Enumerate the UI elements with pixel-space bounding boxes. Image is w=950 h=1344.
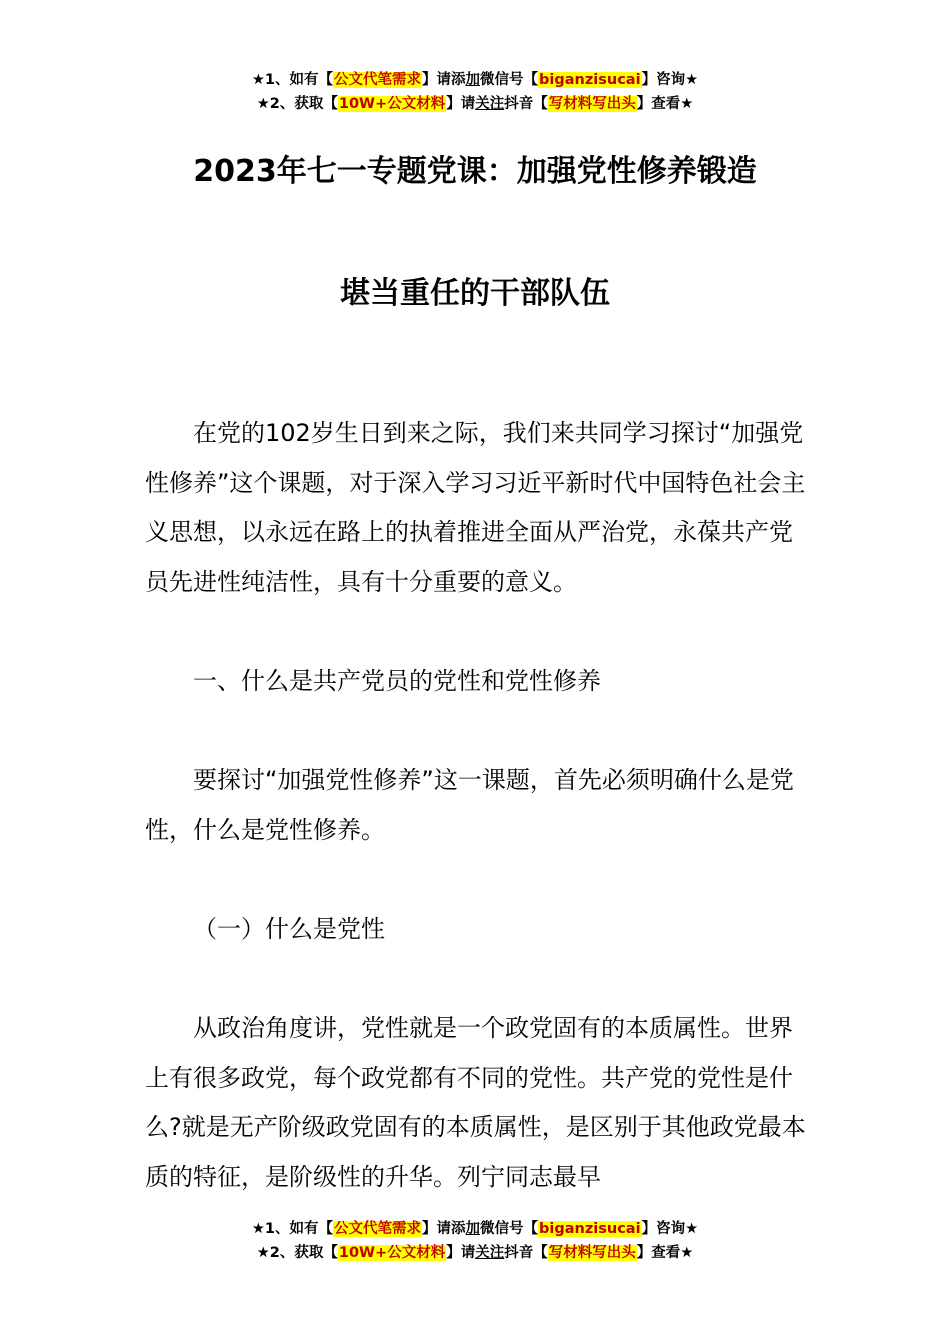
promo-text: 抖音【 — [504, 96, 548, 112]
promo-text: 】请添 — [422, 72, 466, 88]
promo-highlight-wechat-id: biganzisucai — [539, 1221, 641, 1237]
promo-line-1 — [0, 1217, 950, 1241]
promo-underlined-text: 关注 — [475, 96, 505, 112]
section-heading-1: 一、什么是共产党员的党性和党性修养 — [193, 667, 601, 695]
promo-highlight-materials: 10W+公文材料 — [338, 1245, 446, 1261]
promo-text: 】咨询★ — [641, 1221, 699, 1237]
promo-text: 抖音【 — [504, 1245, 548, 1261]
promo-highlight-service: 公文代笔需求 — [334, 1221, 422, 1237]
promo-text: ★1、如有【 — [251, 1221, 334, 1237]
promo-underlined-text: 加 — [465, 1221, 481, 1237]
body-paragraph-2: 要探讨“加强党性修养”这一课题，首先必须明确什么是党性，什么是党性修养。 — [145, 766, 794, 844]
promo-text: 】请 — [446, 1245, 476, 1261]
subsection-heading-1: （一）什么是党性 — [193, 915, 385, 943]
promo-text: 】请 — [446, 96, 476, 112]
promo-highlight-wechat-id: biganzisucai — [539, 72, 641, 88]
promo-highlight-materials: 10W+公文材料 — [338, 96, 446, 112]
body-paragraph-3: 从政治角度讲，党性就是一个政党固有的本质属性。世界上有很多政党，每个政党都有不同的党性。共产党的党性是什么?就是无产阶级政党固有的本质属性，是区别于其他政党最本质的特征，是阶级性的升华。列宁同志最早 — [145, 1014, 806, 1191]
promo-text: 微信号【 — [480, 1221, 539, 1237]
document-title-line-2: 堪当重任的干部队伍 — [340, 276, 610, 311]
promo-text: 微信号【 — [480, 72, 539, 88]
promo-line-1 — [0, 68, 950, 92]
promo-text: ★1、如有【 — [251, 72, 334, 88]
promo-text: 】请添 — [422, 1221, 466, 1237]
promo-text: 】咨询★ — [641, 72, 699, 88]
document-title-line-1: 2023年七一专题党课：加强党性修养锻造 — [193, 154, 757, 189]
promo-underlined-text: 关注 — [475, 1245, 505, 1261]
promo-text: ★2、获取【 — [256, 1245, 338, 1261]
promo-banner-top — [0, 68, 950, 116]
promo-highlight-service: 公文代笔需求 — [334, 72, 422, 88]
promo-text: ★2、获取【 — [256, 96, 338, 112]
promo-line-2 — [0, 92, 950, 116]
promo-underlined-text: 加 — [465, 72, 481, 88]
promo-banner-bottom — [0, 1217, 950, 1265]
promo-text: 】查看★ — [636, 1245, 694, 1261]
body-paragraph-intro: 在党的102岁生日到来之际，我们来共同学习探讨“加强党性修养”这个课题，对于深入学习习近平新时代中国特色社会主义思想，以永远在路上的执着推进全面从严治党，永葆共产党员先进性纯洁性，具有十分重要的意义。 — [145, 419, 806, 596]
promo-highlight-douyin-account: 写材料写出头 — [548, 96, 636, 112]
promo-highlight-douyin-account: 写材料写出头 — [548, 1245, 636, 1261]
promo-line-2 — [0, 1241, 950, 1265]
promo-text: 】查看★ — [636, 96, 694, 112]
